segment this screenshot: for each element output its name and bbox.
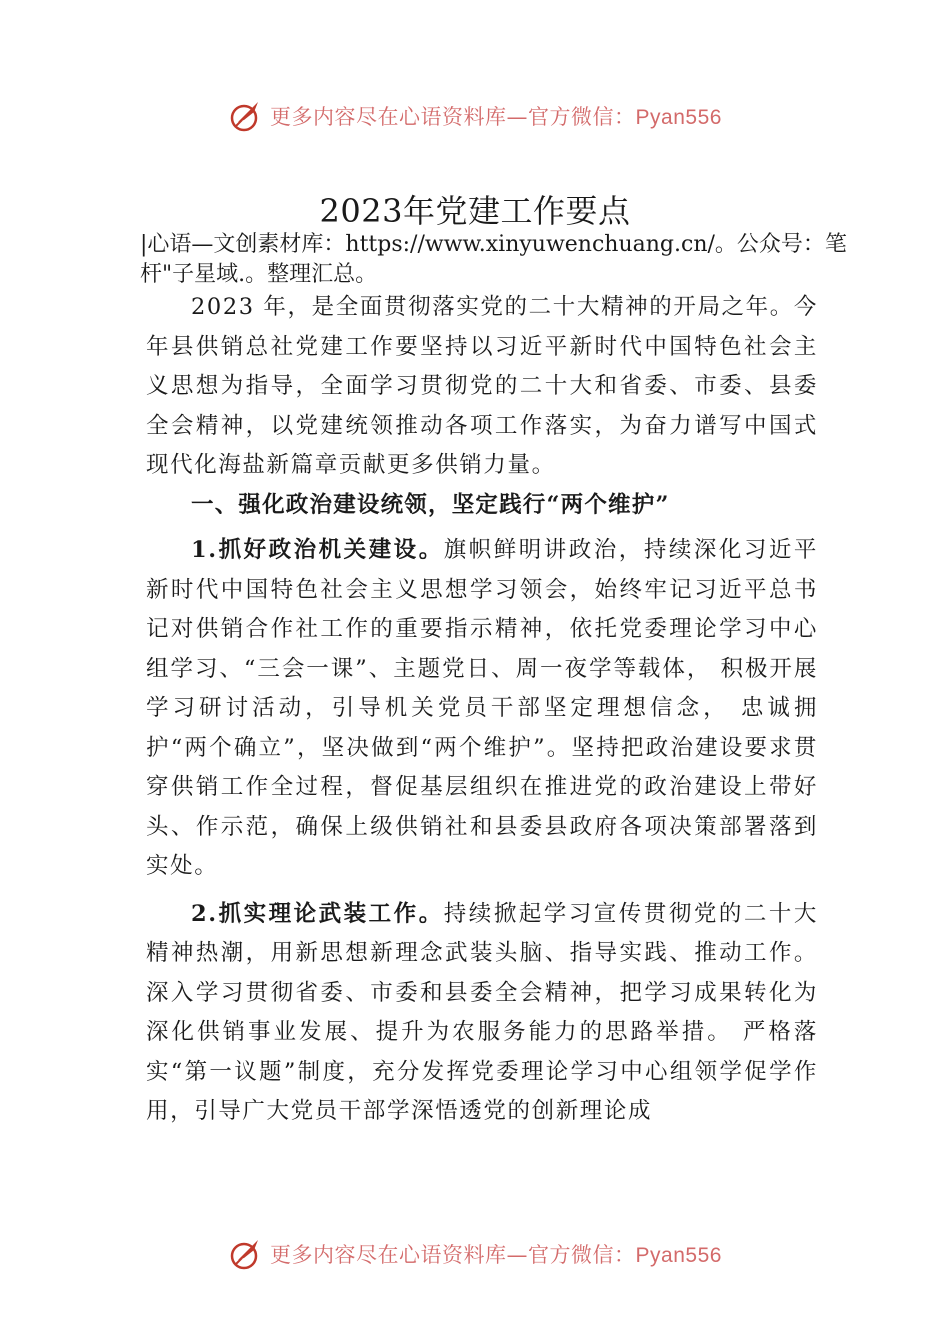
- item-paragraph-1: [146, 531, 818, 887]
- item-lead-2: 2.抓实理论武装工作。: [191, 900, 444, 927]
- quill-seal-logo-icon: [228, 98, 264, 134]
- intro-paragraph: 2023 年，是全面贯彻落实党的二十大精神的开局之年。今年县供销总社党建工作要坚持以习近平新时代中国特色社会主义思想为指导，全面学习贯彻党的二十大和省委、市委、县委全会精神，以党建统领推动各项工作落实，为奋力谱写中国式现代化海盐新篇章贡献更多供销力量。: [146, 294, 818, 478]
- quill-seal-logo-icon: [228, 1236, 264, 1272]
- watermark-text: 更多内容尽在心语资料库—官方微信：Pyan556: [270, 105, 722, 129]
- document-body: [146, 288, 818, 1132]
- source-line: |心语—文创素材库：https://www.xinyuwenchuang.cn/。公众号：笔杆"子星域.。整理汇总。: [140, 232, 847, 287]
- item-paragraph-2: [146, 895, 818, 1132]
- watermark-text: 更多内容尽在心语资料库—官方微信：Pyan556: [270, 1243, 722, 1267]
- item-body-2: 持续掀起学习宣传贯彻党的二十大精神热潮，用新思想新理念武装头脑、指导实践、推动工作。深入学习贯彻省委、市委和县委全会精神，把学习成果转化为深化供销事业发展、提升为农服务能力的思路举措。 严格落实“第一议题”制度，充分发挥党委理论学习中心组领学促学作用，引导广大党员干部学深悟透党的创新理论成: [146, 900, 818, 1124]
- watermark-banner-bottom: [0, 1232, 950, 1276]
- section-heading-1: 一、强化政治建设统领，坚定践行“两个维护”: [191, 491, 670, 518]
- watermark-banner-top: [0, 94, 950, 138]
- item-body-1: 旗帜鲜明讲政治，持续深化习近平新时代中国特色社会主义思想学习领会，始终牢记习近平总书记对供销合作社工作的重要指示精神，依托党委理论学习中心组学习、“三会一课”、主题党日、周一夜学等载体， 积极开展学习研讨活动，引导机关党员干部坚定理想信念， 忠诚拥护“两个确立”，坚决做到“两个维护”。坚持把政治建设要求贯穿供销工作全过程，督促基层组织在推进党的政治建设上带好头、作示范，确保上级供销社和县委县政府各项决策部署落到实处。: [146, 537, 818, 879]
- document-title: 2023年党建工作要点: [319, 192, 631, 230]
- item-lead-1: 1.抓好政治机关建设。: [191, 537, 444, 563]
